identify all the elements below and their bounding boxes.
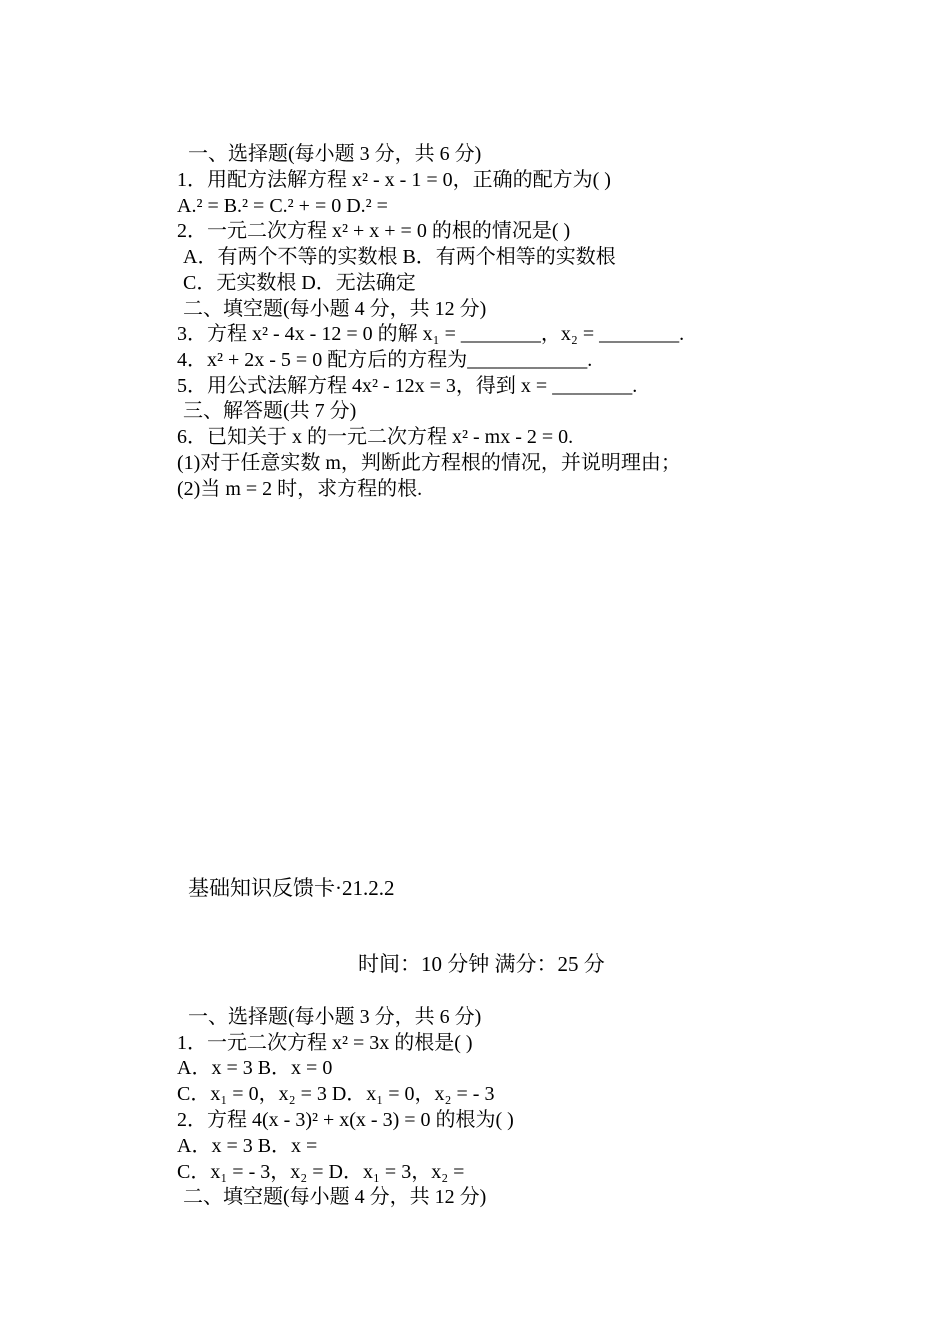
section1-heading-answer: 三、解答题(共 7 分): [183, 400, 357, 422]
s2-question-1: 1．一元二次方程 x² = 3x 的根是( ): [177, 1032, 473, 1054]
section2-heading-choice: 一、选择题(每小题 3 分，共 6 分): [188, 1006, 482, 1028]
s2-question-1-options-cd: C．x₁ = 0，x₂ = 3 D．x₁ = 0，x₂ = - 3: [177, 1083, 495, 1105]
section1-heading-fill: 二、填空题(每小题 4 分，共 12 分): [183, 298, 487, 320]
question-3: 3．方程 x² - 4x - 12 = 0 的解 x₁ = ________，x₂ = ________.: [177, 323, 685, 345]
section2-heading-fill: 二、填空题(每小题 4 分，共 12 分): [183, 1186, 487, 1208]
card-title: 基础知识反馈卡·21.2.2: [188, 876, 395, 900]
s2-question-2: 2．方程 4(x - 3)² + x(x - 3) = 0 的根为( ): [177, 1109, 514, 1131]
s2-question-2-options-cd: C．x₁ = - 3，x₂ = D．x₁ = 3，x₂ =: [177, 1161, 465, 1183]
question-4: 4．x² + 2x - 5 = 0 配方后的方程为____________.: [177, 349, 593, 371]
section1-heading-choice: 一、选择题(每小题 3 分，共 6 分): [188, 143, 482, 165]
question-6-part-1: (1)对于任意实数 m，判断此方程根的情况，并说明理由；: [177, 452, 681, 474]
s2-question-2-options-ab: A．x = 3 B．x =: [177, 1135, 318, 1157]
question-2-options-ab: A．有两个不等的实数根 B．有两个相等的实数根: [183, 246, 616, 268]
question-6: 6．已知关于 x 的一元二次方程 x² - mx - 2 = 0.: [177, 426, 574, 448]
question-6-part-2: (2)当 m = 2 时，求方程的根.: [177, 478, 423, 500]
time-info: 时间：10 分钟 满分：25 分: [358, 952, 605, 976]
question-2: 2．一元二次方程 x² + x + = 0 的根的情况是( ): [177, 220, 571, 242]
s2-question-1-options-ab: A．x = 3 B．x = 0: [177, 1057, 333, 1079]
question-1-options: A.² = B.² = C.² + = 0 D.² =: [177, 195, 388, 217]
question-5: 5．用公式法解方程 4x² - 12x = 3，得到 x = ________.: [177, 375, 638, 397]
question-1: 1．用配方法解方程 x² - x - 1 = 0，正确的配方为( ): [177, 169, 611, 191]
question-2-options-cd: C．无实数根 D．无法确定: [183, 272, 416, 294]
